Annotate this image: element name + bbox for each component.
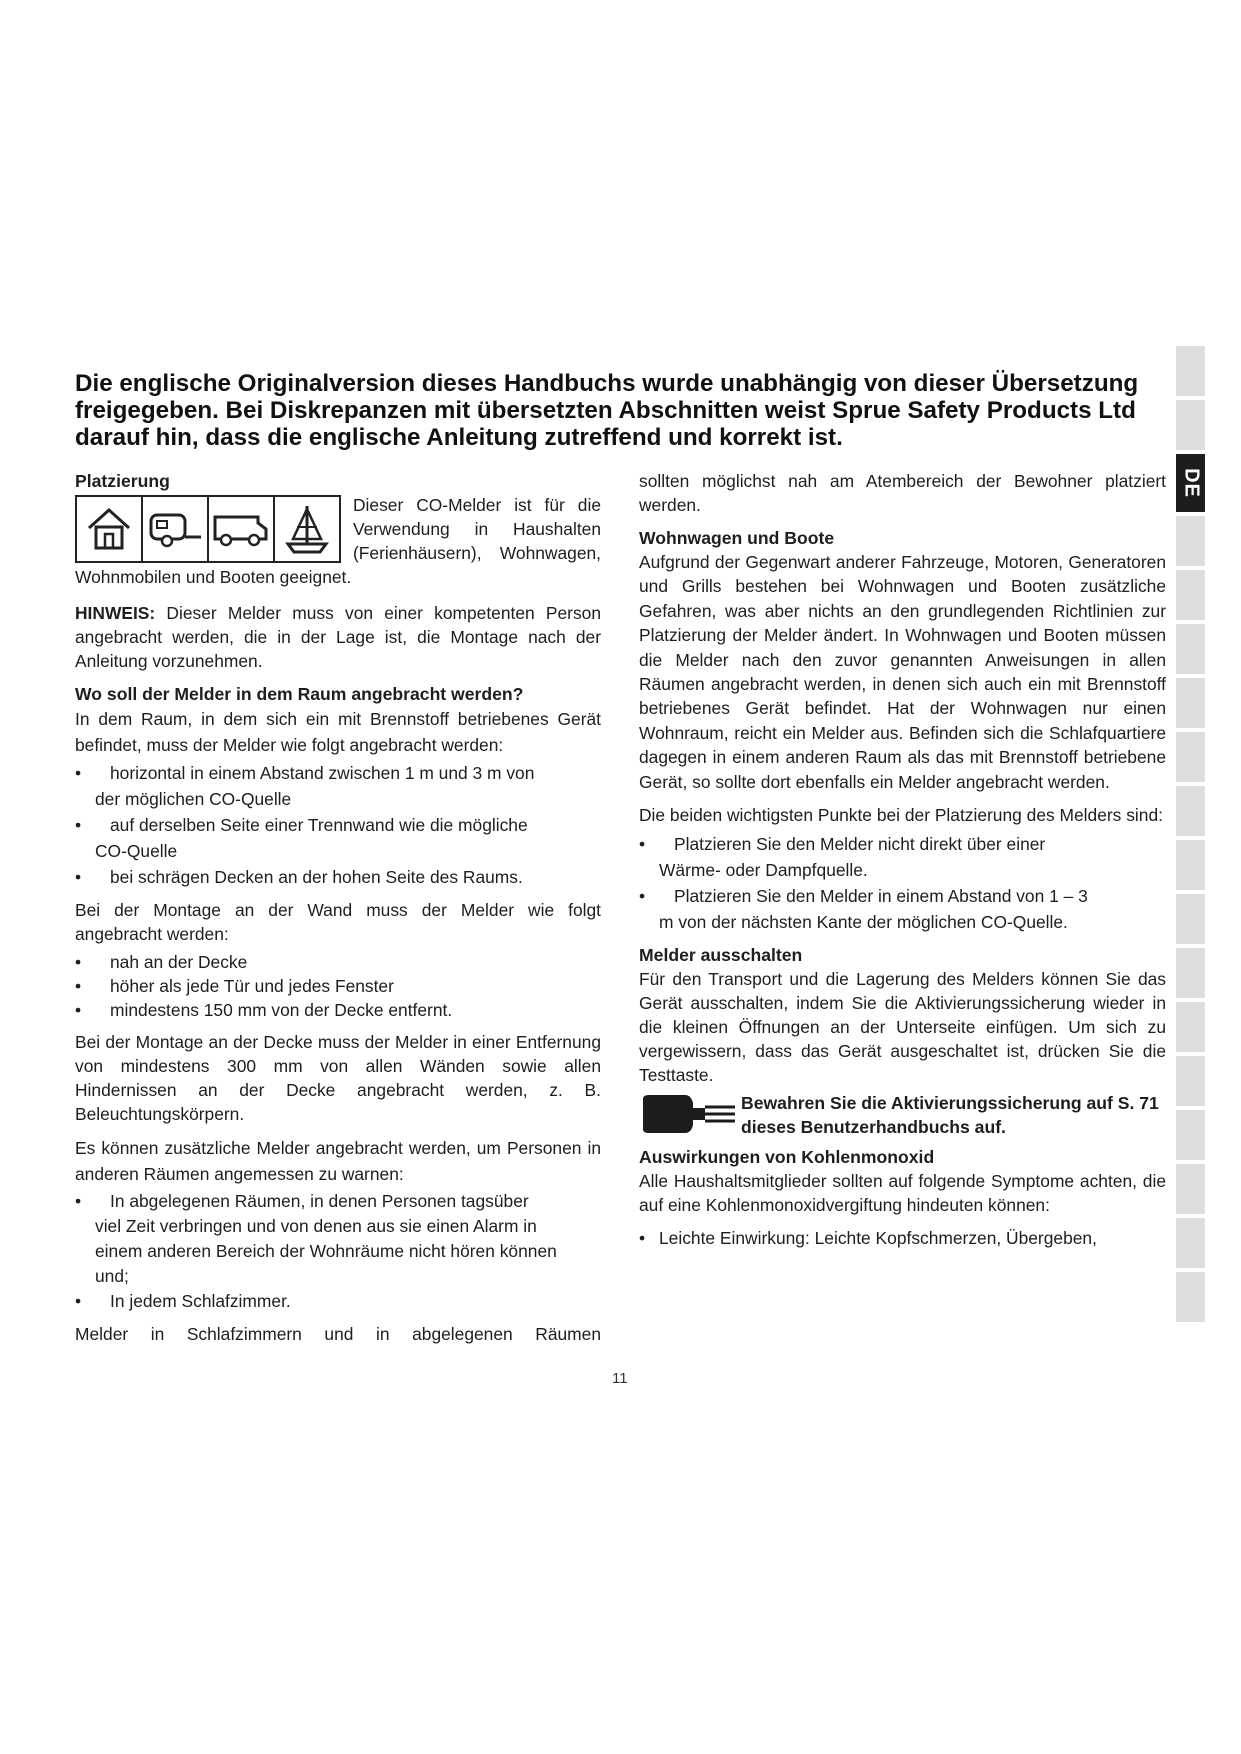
page-number: 11 [612, 1370, 628, 1387]
placement-icons [75, 495, 341, 563]
list-item-text: höher als jede Tür und jedes Fenster [110, 976, 394, 996]
keep-note-text: Bewahren Sie die Aktivierungssicherung auf S. 71 dieses Benutzerhandbuchs auf. [741, 1093, 1159, 1138]
placement-heading: Platzierung [75, 471, 170, 491]
index-tab [1176, 840, 1205, 890]
index-tab [1176, 1002, 1205, 1052]
list-item-text: nah an der Decke [110, 952, 248, 972]
effects-heading: Auswirkungen von Kohlenmonoxid [639, 1147, 935, 1168]
note-label: HINWEIS: [75, 603, 156, 623]
where-intro: In dem Raum, in dem sich ein mit Brennstoff betriebenes Gerät befindet, muss der Melder wie folgt angebracht werden: [75, 709, 601, 755]
index-tab [1176, 624, 1205, 674]
list-item: • höher als jede Tür und jedes Fenster [75, 976, 394, 996]
index-tab [1176, 894, 1205, 944]
left-column [75, 469, 601, 1355]
key-points-list [639, 831, 1166, 935]
right-column [639, 469, 1166, 1258]
list-item: • Platzieren Sie den Melder nicht direkt über einer Wärme- oder Dampfquelle. [639, 834, 1046, 881]
key-points-intro: Die beiden wichtigsten Punkte bei der Platzierung des Melders sind: [639, 805, 1163, 826]
caravan-heading: Wohnwagen und Boote [639, 528, 835, 548]
list-item: • bei schrägen Decken an der hohen Seite des Raums. [75, 867, 523, 887]
effects-intro: Alle Haushaltsmitglieder sollten auf folgende Symptome achten, die auf eine Kohlenmonoxidvergiftung hindeuten können: [639, 1171, 1166, 1216]
list-item-text: In abgelegenen Räumen, in denen Personen tagsüber [110, 1191, 529, 1211]
effects-list [639, 1226, 1166, 1250]
translation-disclaimer: Die englische Originalversion dieses Handbuchs wurde unabhängig von dieser Übersetzung freigegeben. Bei Diskrepanzen mit übersetzten Abschnitten weist Sprue Safety Products Ltd darauf hin, dass die englische Anleitung zutreffend und korrekt ist. [75, 370, 1139, 451]
activation-tab-icon [639, 1091, 737, 1137]
list-item-continuation: CO-Quelle [95, 841, 178, 861]
index-tab [1176, 1218, 1205, 1268]
continued-text: sollten möglichst nah am Atembereich der Bewohner platziert werden. [639, 471, 1166, 515]
index-tab [1176, 1110, 1205, 1160]
list-item-text: bei schrägen Decken an der hohen Seite des Raums. [110, 867, 523, 887]
list-item: • horizontal in einem Abstand zwischen 1 m und 3 m von der möglichen CO-Quelle [75, 763, 535, 809]
index-tab [1176, 346, 1205, 396]
wall-list [75, 950, 601, 1022]
index-tab [1176, 1056, 1205, 1106]
list-item-continuation: der möglichen CO-Quelle [95, 789, 292, 809]
note-text: Dieser Melder muss von einer kompetenten Person angebracht werden, die in der Lage ist, die Montage nach der Anleitung vorzunehmen. [75, 603, 601, 671]
list-item-text: Leichte Einwirkung: Leichte Kopfschmerzen, Übergeben, [659, 1228, 1097, 1249]
caravan-icon [143, 497, 209, 561]
switchoff-text: Für den Transport und die Lagerung des Melders können Sie das Gerät ausschalten, indem Sie die Aktivierungssicherung wieder in die kleinen Öffnungen an der Unterseite einfügen. Um sich zu vergewissern, dass das Gerät ausgeschaltet ist, drücken Sie die Testtaste. [639, 969, 1166, 1086]
index-tab [1176, 786, 1205, 836]
index-tab-label: DE [1180, 468, 1202, 498]
language-index-tabs [1176, 346, 1205, 1326]
index-tab [1176, 400, 1205, 450]
list-item-text: horizontal in einem Abstand zwischen 1 m und 3 m von [110, 763, 535, 783]
index-tab [1176, 516, 1205, 566]
list-item-text: In jedem Schlafzimmer. [110, 1291, 291, 1311]
index-tab [1176, 732, 1205, 782]
index-tab [1176, 948, 1205, 998]
index-tab [1176, 1272, 1205, 1322]
closing-text: Melder in Schlafzimmern und in abgelegenen Räumen [75, 1324, 601, 1344]
note-paragraph [75, 601, 601, 673]
house-icon [77, 497, 143, 561]
extra-list [75, 1189, 601, 1314]
keep-tab-note [639, 1091, 1166, 1139]
boat-icon [275, 497, 339, 561]
where-heading: Wo soll der Melder in dem Raum angebracht werden? [75, 684, 524, 704]
extra-intro: Es können zusätzliche Melder angebracht werden, um Personen in anderen Räumen angemessen zu warnen: [75, 1138, 601, 1184]
list-item-text: mindestens 150 mm von der Decke entfernt. [110, 1000, 453, 1020]
list-item-text: Platzieren Sie den Melder nicht direkt über einer [674, 834, 1046, 855]
list-item: • In jedem Schlafzimmer. [75, 1291, 291, 1311]
ceiling-text: Bei der Montage an der Decke muss der Melder in einer Entfernung von mindestens 300 mm von allen Wänden sowie allen Hindernissen an der Decke angebracht werden, z. B. Beleuchtungskörpern. [75, 1032, 601, 1124]
list-item: • mindestens 150 mm von der Decke entfernt. [75, 1000, 453, 1020]
list-item: • Leichte Einwirkung: Leichte Kopfschmerzen, Übergeben, [639, 1228, 1097, 1249]
list-item: • auf derselben Seite einer Trennwand wie die mögliche CO-Quelle [75, 815, 528, 861]
list-item-text: Platzieren Sie den Melder in einem Abstand von 1 – 3 [674, 886, 1088, 907]
wall-intro: Bei der Montage an der Wand muss der Melder wie folgt angebracht werden: [75, 900, 601, 944]
list-item-text: auf derselben Seite einer Trennwand wie die mögliche [110, 815, 528, 835]
list-item: • In abgelegenen Räumen, in denen Personen tagsüber viel Zeit verbringen und von denen aus sie einen Alarm in einem anderen Bereich der Wohnräume nicht hören können und; [75, 1191, 557, 1286]
list-item-continuation: m von der nächsten Kante der möglichen CO-Quelle. [659, 912, 1068, 933]
list-item: • Platzieren Sie den Melder in einem Abstand von 1 – 3 m von der nächsten Kante der möglichen CO-Quelle. [639, 886, 1088, 933]
motorhome-icon [209, 497, 275, 561]
index-tab-de [1176, 454, 1205, 512]
list-item-continuation: viel Zeit verbringen und von denen aus sie einen Alarm in einem anderen Bereich der Wohnräume nicht hören können und; [95, 1216, 557, 1286]
caravan-text: Aufgrund der Gegenwart anderer Fahrzeuge, Motoren, Generatoren und Grills bestehen bei Wohnwagen und Booten zusätzliche Gefahren, was aber nichts an den grundlegenden Richtlinien zur Platzierung der Melder ändert. In Wohnwagen und Booten müssen die Melder nach den zuvor genannten Anweisungen in allen Räumen angebracht werden, in denen sich auch ein mit Brennstoff betriebenes Gerät befindet. Hat der Wohnwagen nur einen Wohnraum, reicht ein Melder aus. Befinden sich die Schlafquartiere dagegen in einem anderen Raum als das mit Brennstoff betriebene Gerät, so sollte dort ebenfalls ein Melder angebracht werden. [639, 552, 1166, 792]
index-tab [1176, 1164, 1205, 1214]
index-tab [1176, 678, 1205, 728]
index-tab [1176, 570, 1205, 620]
list-item-continuation: Wärme- oder Dampfquelle. [659, 860, 868, 881]
list-item: • nah an der Decke [75, 952, 248, 972]
switchoff-heading: Melder ausschalten [639, 945, 803, 966]
where-list [75, 760, 601, 890]
placement-section [75, 493, 601, 601]
placement-text: Dieser CO-Melder ist für die Verwendung in Haushalten (Ferienhäusern), Wohnwagen, Wohnmobilen und Booten geeignet. [75, 495, 601, 587]
